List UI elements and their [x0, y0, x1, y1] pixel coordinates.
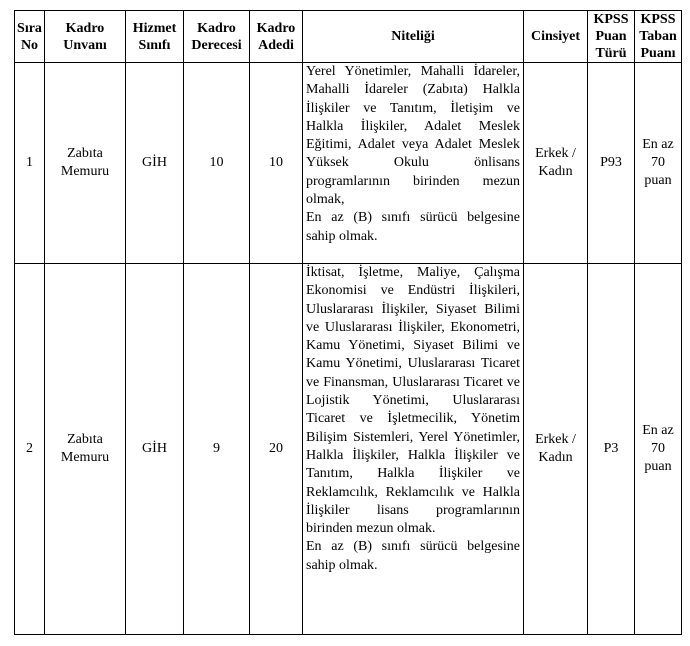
header-row — [15, 11, 682, 63]
header-hizmet-sinifi: Hizmet Sınıfı — [126, 11, 184, 63]
nitelik-surucu-belgesi: En az (B) sınıfı sürücü belgesine sahip olmak. — [306, 539, 520, 573]
cell-niteligi — [303, 264, 524, 635]
cell-kadro-unvani: Zabıta Memuru — [45, 264, 126, 635]
nitelik-mezuniyet: İktisat, İşletme, Maliye, Çalışma Ekonomisi ve Endüstri İlişkileri, Uluslararası İlişkiler, Siyaset Bilimi ve Uluslararası İlişkiler, Ekonometri, Kamu Yönetimi, Siyaset Bilimi ve Kamu Yönetimi, Uluslararası Ticaret ve Finansman, Uluslararası Ticaret ve Lojistik Yönetimi, Uluslararası Ticaret ve İşletmecilik, Yönetim Bilişim Sistemleri, Yerel Yönetimler, Halkla İlişkiler, Halkla İlişkiler ve Tanıtım, Halkla İlişkiler ve Reklamcılık, Reklamcılık ve Halkla İlişkiler lisans programlarının birinden mezun olmak. — [306, 265, 520, 537]
nitelik-surucu-belgesi: En az (B) sınıfı sürücü belgesine sahip olmak. — [306, 210, 520, 244]
cell-kadro-adedi: 10 — [250, 63, 303, 264]
cell-sira-no: 2 — [15, 264, 45, 635]
cell-kadro-unvani: Zabıta Memuru — [45, 63, 126, 264]
cell-niteligi — [303, 63, 524, 264]
cell-sira-no: 1 — [15, 63, 45, 264]
cell-cinsiyet: Erkek / Kadın — [524, 63, 588, 264]
cell-kpss-taban-puani: En az 70 puan — [635, 63, 682, 264]
header-kpss-puan-turu: KPSS Puan Türü — [588, 11, 635, 63]
cell-cinsiyet: Erkek / Kadın — [524, 264, 588, 635]
table-row — [15, 63, 682, 264]
kadro-table — [14, 10, 682, 635]
cell-kadro-derecesi: 10 — [184, 63, 250, 264]
cell-hizmet-sinifi: GİH — [126, 63, 184, 264]
cell-kadro-adedi: 20 — [250, 264, 303, 635]
header-cinsiyet: Cinsiyet — [524, 11, 588, 63]
header-sira-no: Sıra No — [15, 11, 45, 63]
table-row — [15, 264, 682, 635]
cell-kpss-puan-turu: P93 — [588, 63, 635, 264]
nitelik-mezuniyet: Yerel Yönetimler, Mahalli İdareler, Mahalli İdareler (Zabıta) Halkla İlişkiler ve Tanıtım, İletişim ve Halkla İlişkiler, Adalet Meslek Eğitimi, Adalet veya Adalet Meslek Yüksek Okulu önlisans programlarının birinden mezun olmak, — [306, 64, 520, 208]
cell-kpss-puan-turu: P3 — [588, 264, 635, 635]
header-kadro-unvani: Kadro Unvanı — [45, 11, 126, 63]
cell-kpss-taban-puani: En az 70 puan — [635, 264, 682, 635]
cell-hizmet-sinifi: GİH — [126, 264, 184, 635]
header-kadro-derecesi: Kadro Derecesi — [184, 11, 250, 63]
cell-kadro-derecesi: 9 — [184, 264, 250, 635]
header-kadro-adedi: Kadro Adedi — [250, 11, 303, 63]
header-niteligi: Niteliği — [303, 11, 524, 63]
header-kpss-taban-puani: KPSS Taban Puanı — [635, 11, 682, 63]
